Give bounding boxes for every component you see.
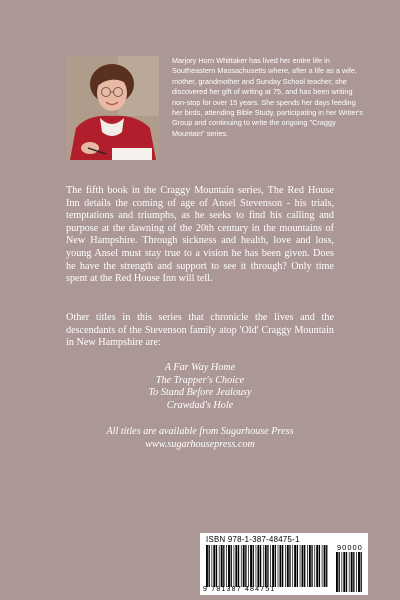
isbn-label: ISBN 978-1-387-48475-1 bbox=[206, 535, 300, 544]
list-item: The Trapper's Choice bbox=[155, 374, 245, 386]
book-description: The fifth book in the Craggy Mountain series, The Red House Inn details the coming of age of Ansel Stevenson - his trials, temptations and triumphs, as he seeks to find his calling and purpose at the dawning of the 20th century in the mountains of New Hampshire. Through sickness and health, love and loss, young Ansel must stay true to a vision he has been given. Does he have the strength and support to see it through? Only time spent at the Red House Inn will tell. bbox=[66, 185, 334, 285]
list-item: To Stand Before Jealousy bbox=[148, 387, 252, 399]
series-intro: Other titles in this series that chronicle the lives and the descendants of the Stevenson family atop 'Old' Craggy Mountain in New Hampshire are: bbox=[66, 312, 334, 349]
other-titles-list bbox=[66, 362, 334, 412]
list-item: A Far Way Home bbox=[164, 362, 236, 373]
availability-line: All titles are available from Sugarhouse Press bbox=[106, 426, 294, 437]
author-portrait-icon bbox=[66, 56, 159, 160]
isbn-barcode bbox=[200, 533, 368, 595]
barcode-digits: 9 781387 484751 bbox=[203, 586, 276, 593]
author-bio: Marjory Horn Whittaker has lived her entire life in Southeastern Massachusetts where, after a life as a wife, mother, grandmother and Sunday School teacher, she discovered her gift of writing at 75, and has been writing non-stop for over 15 years. She spends her days feeding her birds, attending Bible Study, participating in her Writer's Group and continuing to write the ongoing "Craggy Mountain" series. bbox=[172, 56, 363, 138]
price-addon-digits: 90000 bbox=[337, 543, 363, 552]
list-item: Crawdad's Hole bbox=[166, 399, 234, 411]
availability-note bbox=[66, 426, 334, 451]
addon-bars-icon bbox=[335, 552, 365, 592]
publisher-website: www.sugarhousepress.com bbox=[145, 438, 255, 450]
barcode-bars-icon bbox=[205, 545, 329, 587]
author-photo bbox=[66, 56, 159, 160]
